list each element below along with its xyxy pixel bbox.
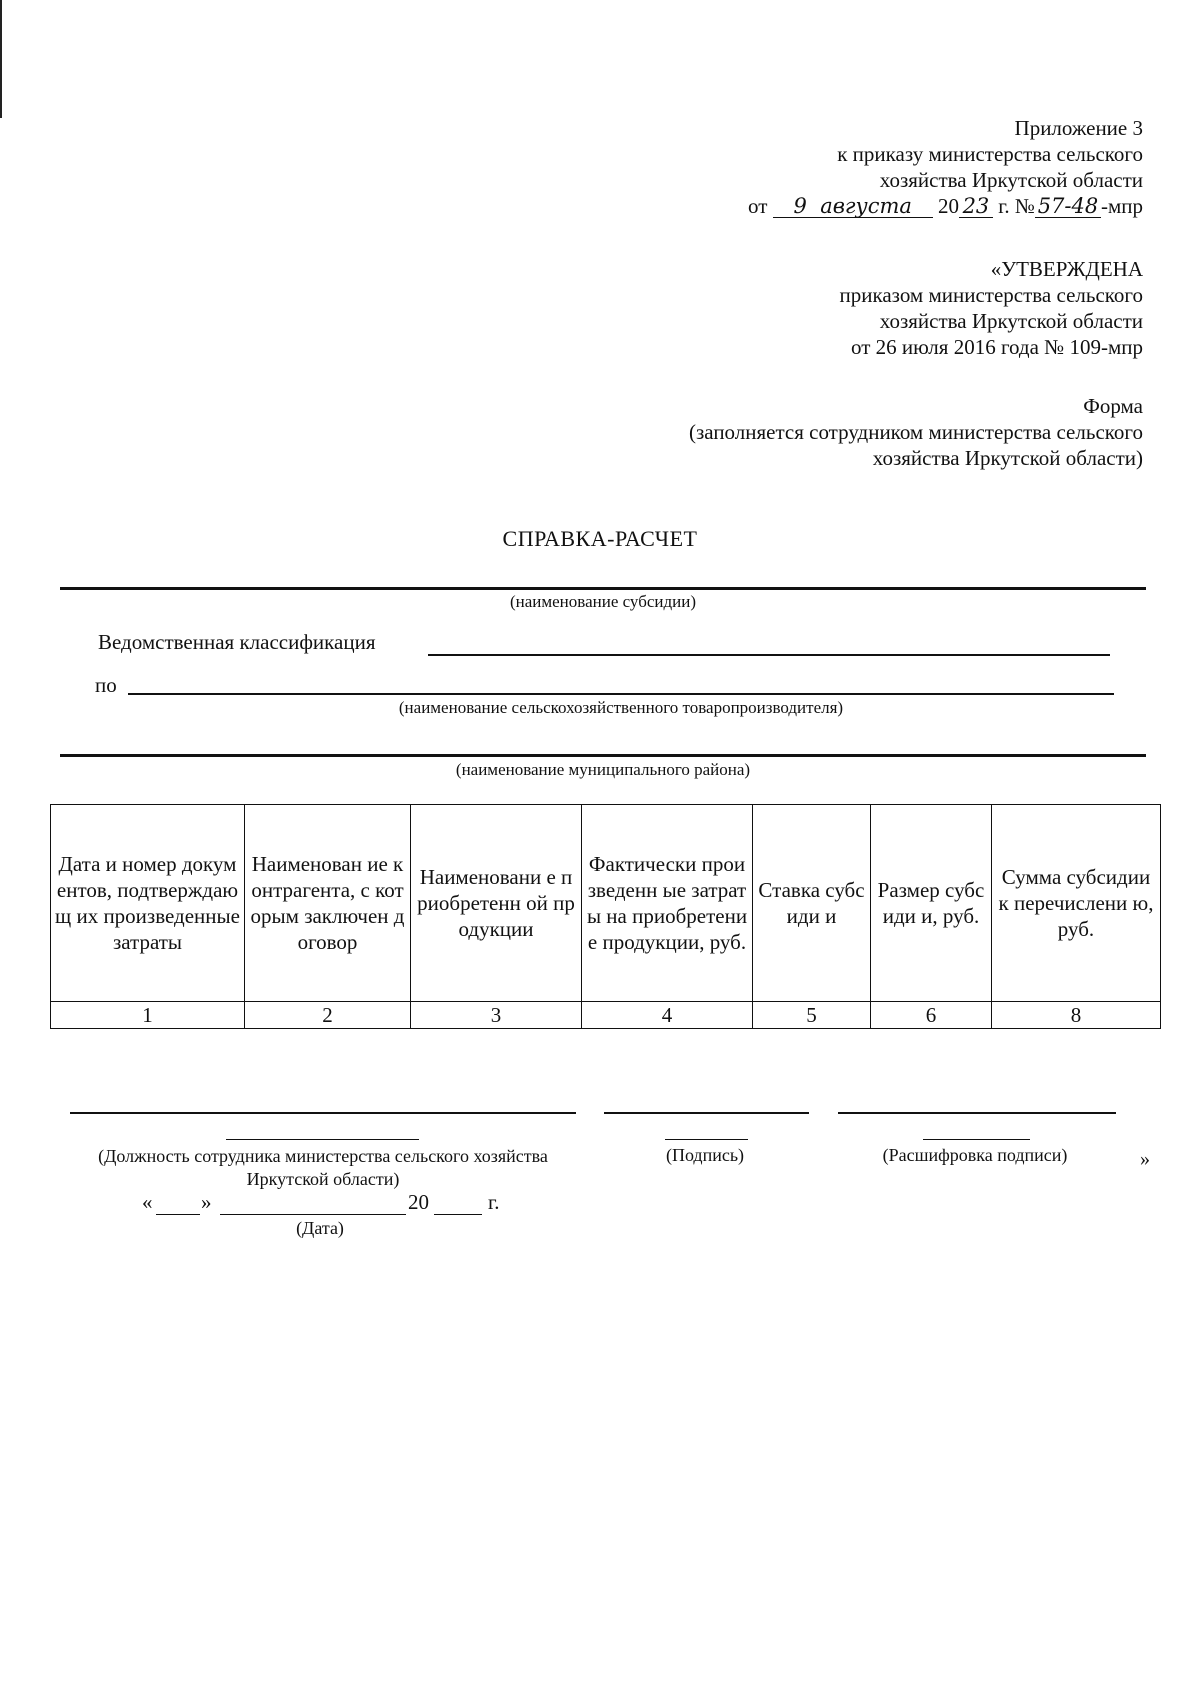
- form-note-block: [689, 393, 1143, 471]
- approved-line-1: «УТВЕРЖДЕНА: [990, 257, 1143, 281]
- appendix-line-3: хозяйства Иркутской области: [879, 168, 1143, 192]
- header-cell: Дата и номер документов, подтверждающ их произведенные затраты: [51, 805, 245, 1002]
- header-cell: Наименовани е приобретенн ой продукции: [411, 805, 582, 1002]
- table-number-row: [51, 1002, 1161, 1029]
- header-cell: Сумма субсидии к перечислени ю, руб.: [992, 805, 1161, 1002]
- date-prefix: от: [748, 194, 768, 218]
- po-label: по: [95, 673, 117, 697]
- column-number: 2: [245, 1002, 411, 1029]
- producer-field-line[interactable]: [128, 693, 1114, 695]
- header-cell: Фактически произведенн ые затраты на приобретени е продукции, руб.: [582, 805, 753, 1002]
- calculation-table: [50, 804, 1161, 1029]
- column-number: 1: [51, 1002, 245, 1029]
- date-g: г.: [488, 1190, 500, 1214]
- document-title: СПРАВКА-РАСЧЕТ: [502, 526, 698, 551]
- district-name-line: [60, 754, 1146, 757]
- appendix-date-line: [748, 193, 1143, 219]
- decode-line[interactable]: [838, 1112, 1116, 1114]
- column-number: 4: [582, 1002, 753, 1029]
- scan-edge-mark: [0, 0, 2, 118]
- producer-name-caption: (наименование сельскохозяйственного товаропроизводителя): [398, 698, 844, 717]
- approved-line-2: приказом министерства сельского: [839, 283, 1143, 307]
- approved-line-3: хозяйства Иркутской области: [879, 309, 1143, 333]
- subsidy-name-caption: (наименование субсидии): [509, 592, 697, 611]
- column-number: 5: [753, 1002, 871, 1029]
- district-name-caption: (наименование муниципального района): [455, 760, 751, 779]
- handwritten-year: 23: [959, 195, 993, 218]
- order-tail: -мпр: [1100, 194, 1143, 218]
- closing-quote: »: [1140, 1148, 1150, 1170]
- appendix-line-1: Приложение 3: [1014, 116, 1143, 140]
- date-caption: (Дата): [296, 1218, 344, 1238]
- position-caption: (Должность сотрудника министерства сельского хозяйства Иркутской области): [98, 1146, 548, 1189]
- subsidy-name-line: [60, 587, 1146, 590]
- header-cell: Наименован ие контрагента, с которым заключен договор: [245, 805, 411, 1002]
- appendix-block: [748, 115, 1143, 219]
- form-note-line-2: (заполняется сотрудником министерства сельского: [688, 420, 1143, 444]
- approved-line-4: от 26 июля 2016 года № 109-мпр: [851, 335, 1143, 359]
- form-note-line-1: Форма: [1083, 394, 1143, 418]
- form-note-line-3: хозяйства Иркутской области): [872, 446, 1143, 470]
- department-label: Ведомственная классификация: [98, 630, 376, 654]
- date-open-quote: «: [142, 1190, 153, 1214]
- date-year-line[interactable]: [434, 1214, 482, 1215]
- date-close-quote: »: [201, 1190, 212, 1214]
- decode-caption-overline: [923, 1139, 1030, 1140]
- column-number: 6: [871, 1002, 992, 1029]
- position-signature-line[interactable]: [70, 1112, 576, 1114]
- column-number: 8: [992, 1002, 1161, 1029]
- sign-caption-overline: [665, 1139, 748, 1140]
- date-year-prefix: 20: [408, 1190, 429, 1214]
- approved-block: [839, 256, 1143, 360]
- position-caption-overline: [226, 1139, 419, 1140]
- sign-line[interactable]: [604, 1112, 809, 1114]
- date-day-line[interactable]: [156, 1214, 200, 1215]
- header-cell: Ставка субсиди и: [753, 805, 871, 1002]
- year-tail: г. №: [998, 194, 1035, 218]
- column-number: 3: [411, 1002, 582, 1029]
- year-prefix: 20: [937, 194, 959, 218]
- handwritten-order-number: 57-48: [1035, 195, 1101, 218]
- decode-caption: (Расшифровка подписи): [882, 1145, 1068, 1165]
- table-header-row: [51, 805, 1161, 1002]
- date-month-line[interactable]: [220, 1214, 406, 1215]
- header-cell: Размер субсиди и, руб.: [871, 805, 992, 1002]
- handwritten-day: 9: [793, 194, 807, 218]
- sign-caption: (Подпись): [665, 1145, 745, 1165]
- handwritten-month: августа: [820, 194, 912, 218]
- handwritten-date: [773, 195, 933, 218]
- department-field-line[interactable]: [428, 654, 1110, 656]
- appendix-line-2: к приказу министерства сельского: [837, 142, 1143, 166]
